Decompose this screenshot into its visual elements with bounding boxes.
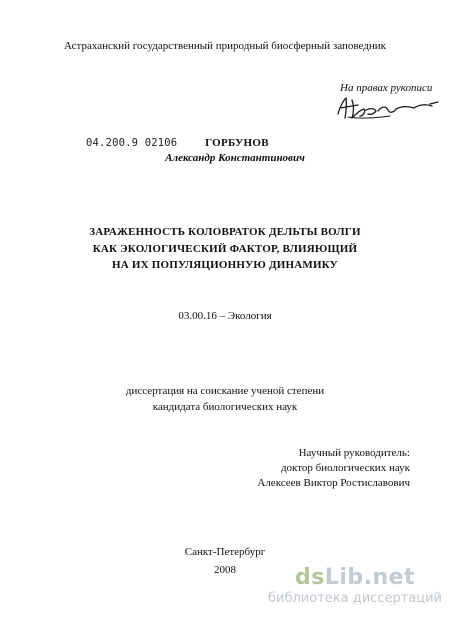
supervisor-role: Научный руководитель: <box>298 447 410 459</box>
supervisor-degree: доктор биологических наук <box>280 462 410 474</box>
watermark-logo-ds: ds <box>294 565 325 590</box>
thesis-title-line-3: НА ИХ ПОПУЛЯЦИОННУЮ ДИНАМИКУ <box>112 259 338 271</box>
rights-note: На правах рукописи <box>340 82 433 94</box>
supervisor-name: Алексеев Виктор Ростиславович <box>257 477 410 489</box>
watermark-subtitle: библиотека диссертаций <box>268 591 442 606</box>
dissertation-statement-line-2: кандидата биологических наук <box>152 401 298 413</box>
year: 2008 <box>214 564 236 576</box>
author-given-names: Александр Константинович <box>165 152 305 164</box>
author-surname: ГОРБУНОВ <box>205 137 269 149</box>
watermark <box>268 565 442 607</box>
specialty-code: 03.00.16 – Экология <box>178 310 272 322</box>
institution-name: Астраханский государственный природный биосферный заповедник <box>63 40 386 52</box>
handwritten-signature <box>330 92 445 126</box>
registration-stamp: 04.200.9 02106 <box>86 137 178 149</box>
city: Санкт-Петербург <box>184 546 266 558</box>
thesis-title-line-2: КАК ЭКОЛОГИЧЕСКИЙ ФАКТОР, ВЛИЯЮЩИЙ <box>92 243 358 255</box>
watermark-logo-lib: Lib.net <box>324 565 416 590</box>
dissertation-statement-line-1: диссертация на соискание ученой степени <box>125 385 325 397</box>
thesis-title-line-1: ЗАРАЖЕННОСТЬ КОЛОВРАТОК ДЕЛЬТЫ ВОЛГИ <box>89 226 361 238</box>
watermark-logo <box>268 565 442 591</box>
